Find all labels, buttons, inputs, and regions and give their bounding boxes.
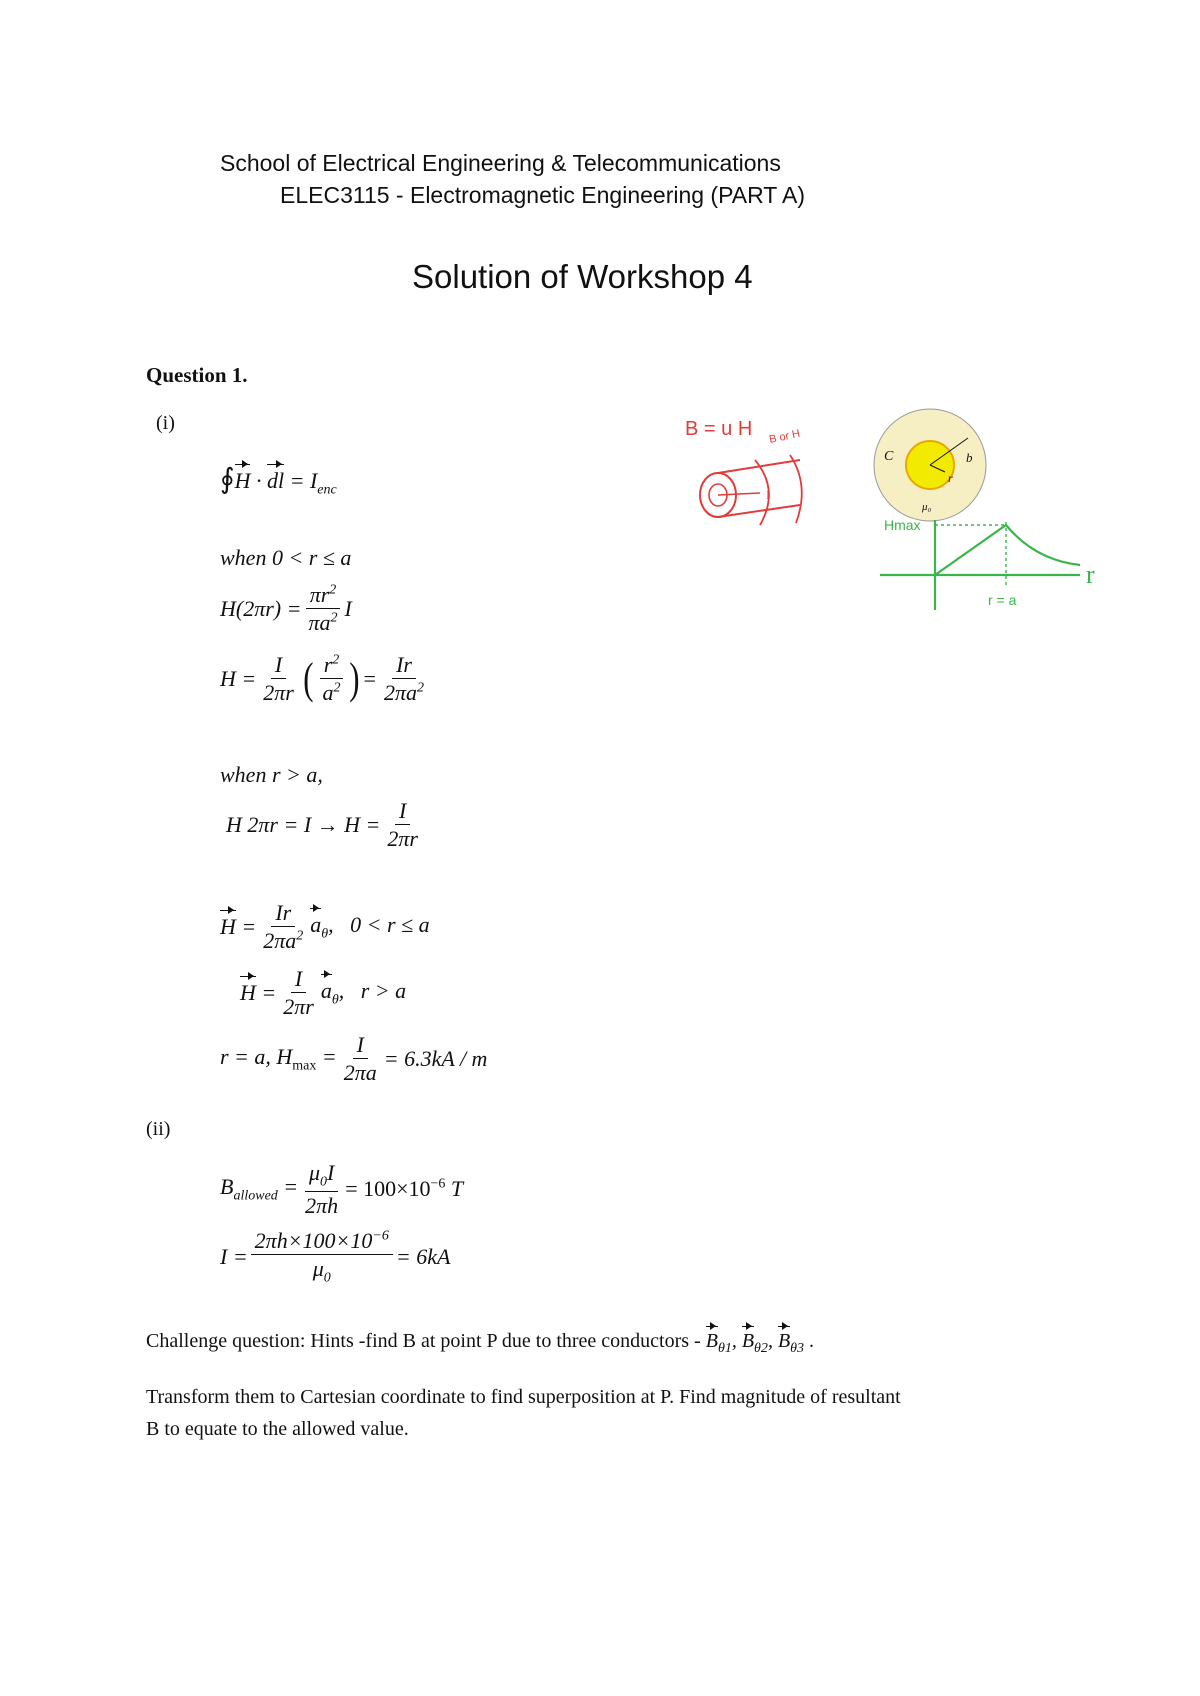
school-name: School of Electrical Engineering & Telecommunications xyxy=(220,150,781,176)
course-title: ELEC3115 - Electromagnetic Engineering (PART A) xyxy=(280,182,806,208)
eq-hvec-inside: H = $\frac{Ir}{2\pi a^2}$ $a_\theta$, 0 < r ≤ a xyxy=(220,900,430,954)
question-heading: Question 1. xyxy=(146,363,248,387)
eq-h-outside: H 2πr = I → H = $\frac{I}{2\pi r}$ xyxy=(226,798,418,852)
page-title: Solution of Workshop 4 xyxy=(412,258,753,295)
b-or-h-label: B or H xyxy=(768,427,802,446)
eq-current: I = $\frac{2\pi h\times 100\times 10^{-6}}{\mu_0}$ = 6kA xyxy=(220,1228,451,1286)
svg-text:b: b xyxy=(966,450,973,465)
part-ii-label: (ii) xyxy=(146,1118,171,1140)
b-equals-uh-label: B = u H xyxy=(685,418,753,440)
eq-hvec-outside: H = $\frac{I}{2\pi r}$ $a_\theta$, r > a xyxy=(240,966,407,1020)
svg-text:r = a: r = a xyxy=(988,592,1017,608)
eq-h-inside: H = $\frac{I}{2\pi r}$ ( $\frac{r^2}{a^2}$ ) = $\frac{Ir}{2\pi a^2}$ xyxy=(220,652,425,706)
svg-text:Hmax: Hmax xyxy=(884,517,921,533)
eq-hmax: r = a, $H_{max}$ = $\frac{I}{2\pi a}$ = 6.3kA / m xyxy=(220,1032,488,1086)
svg-text:r: r xyxy=(1086,560,1095,589)
condition-outside: when r > a, xyxy=(220,762,323,787)
field-sketch xyxy=(870,400,1110,610)
svg-text:r: r xyxy=(948,471,953,485)
condition-inside: when 0 < r ≤ a xyxy=(220,545,352,570)
challenge-text: Challenge question: Hints -find B at point P due to three conductors - $B_{\theta 1}$, $B_{\theta 2}$, $B_{\theta 3}$ . xyxy=(146,1330,815,1356)
ampere-law: ∮H · dl = $I_{enc}$ xyxy=(220,464,337,498)
transform-text-2: B to equate to the allowed value. xyxy=(146,1418,409,1440)
svg-text:C: C xyxy=(884,449,894,464)
svg-text:μ₀: μ₀ xyxy=(922,501,932,513)
eq-b-allowed: $B_{allowed}$ = $\frac{\mu_0I}{2\pi h}$ = $100\times 10^{-6}$ T xyxy=(220,1160,464,1219)
svg-text:I: I xyxy=(766,488,770,502)
transform-text-1: Transform them to Cartesian coordinate to find superposition at P. Find magnitude of resultant xyxy=(146,1386,901,1408)
part-i-label: (i) xyxy=(156,412,175,434)
wire-sketch xyxy=(680,405,830,535)
eq-h-2pir: H(2πr) = $\frac{\pi r^2}{\pi a^2}$ I xyxy=(220,582,352,636)
